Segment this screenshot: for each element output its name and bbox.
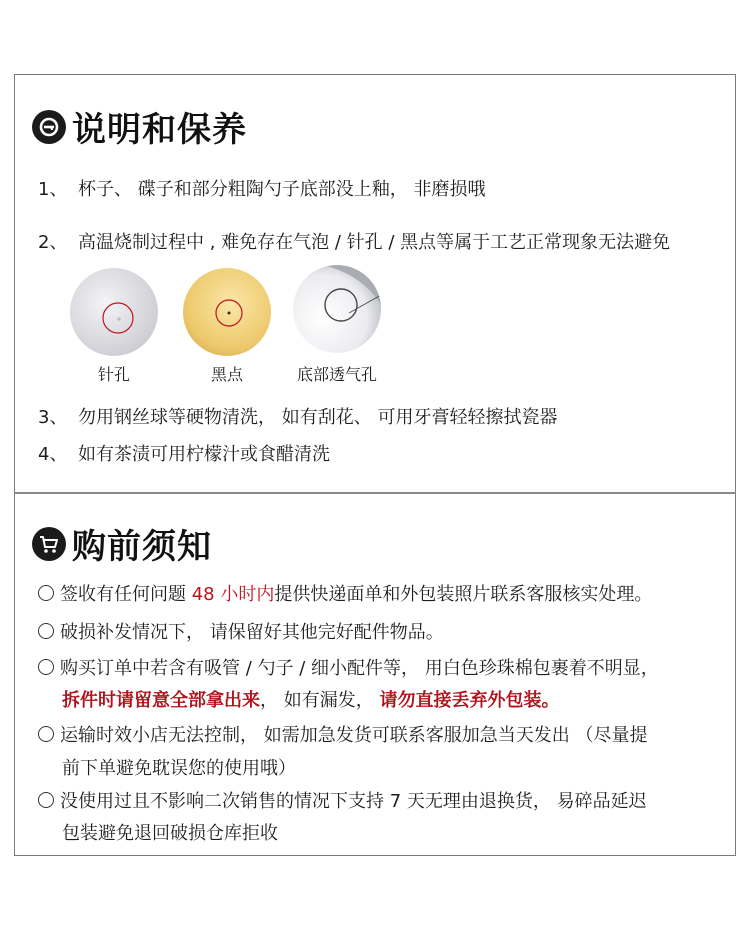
purchase-note-4 xyxy=(38,721,647,747)
care-item-number: 3、 xyxy=(38,407,68,428)
note-text: 没使用过且不影响二次销售的情况下支持 7 天无理由退换货， 易碎品延迟 xyxy=(60,791,647,812)
purchase-title: 购前须知 xyxy=(72,527,212,567)
circle-bullet-icon xyxy=(38,792,54,808)
circle-bullet-icon xyxy=(38,726,54,742)
care-section-header xyxy=(32,102,247,151)
care-item-1 xyxy=(38,175,485,201)
purchase-note-2 xyxy=(38,618,444,644)
black-dot-sample-image xyxy=(183,268,271,356)
care-item-2 xyxy=(38,228,670,254)
shopping-cart-icon xyxy=(32,527,66,561)
section-divider xyxy=(14,492,736,494)
note-text: 破损补发情况下， 请保留好其他完好配件物品。 xyxy=(60,622,444,643)
care-item-number: 1、 xyxy=(38,179,68,200)
note-warning: 拆件时请留意全部拿出来 xyxy=(62,690,260,711)
swirl-e-icon xyxy=(32,110,66,144)
vent-hole-sample-image xyxy=(293,265,381,353)
purchase-note-5-continued: 包装避免退回破损仓库拒收 xyxy=(62,823,278,844)
care-item-number: 2、 xyxy=(38,232,68,253)
purchase-note-3-continued xyxy=(62,686,559,712)
note-text: 运输时效小店无法控制， 如需加急发货可联系客服加急当天发出 （尽量提 xyxy=(60,725,648,746)
care-item-number: 4、 xyxy=(38,444,68,465)
note-warning: 请勿直接丢弃外包装。 xyxy=(379,690,560,711)
care-item-text: 杯子、 碟子和部分粗陶勺子底部没上釉， 非磨损哦 xyxy=(78,179,486,200)
note-text: 签收有任何问题 xyxy=(60,584,192,605)
care-item-text: 如有茶渍可用柠檬汁或食醋清洗 xyxy=(78,444,330,465)
care-item-3 xyxy=(38,403,557,429)
purchase-note-3 xyxy=(38,654,659,680)
purchase-note-4-continued: 前下单避免耽误您的使用哦） xyxy=(62,758,296,779)
circle-bullet-icon xyxy=(38,659,54,675)
note-text: 提供快递面单和外包装照片联系客服核实处理。 xyxy=(274,584,653,605)
sample-caption: 底部透气孔 xyxy=(296,365,377,384)
purchase-note-1 xyxy=(38,580,652,606)
circle-bullet-icon xyxy=(38,585,54,601)
sample-caption: 针孔 xyxy=(97,365,130,384)
sample-caption: 黑点 xyxy=(210,365,243,384)
note-text: ， 如有漏发， xyxy=(260,690,380,711)
care-item-text: 高温烧制过程中 , 难免存在气泡 / 针孔 / 黑点等属于工艺正常现象无法避免 xyxy=(78,232,671,253)
note-text: 购买订单中若含有吸管 / 勺子 / 细小配件等， 用白色珍珠棉包裹着不明显， xyxy=(60,658,659,679)
purchase-note-5 xyxy=(38,787,647,813)
care-title: 说明和保养 xyxy=(72,110,247,150)
note-highlight: 48 小时内 xyxy=(191,584,275,605)
care-item-text: 勿用钢丝球等硬物清洗， 如有刮花、 可用牙膏轻轻擦拭瓷器 xyxy=(78,407,558,428)
pinhole-sample-image xyxy=(70,268,158,356)
care-item-4 xyxy=(38,440,330,466)
circle-bullet-icon xyxy=(38,623,54,639)
purchase-section-header xyxy=(32,519,212,568)
